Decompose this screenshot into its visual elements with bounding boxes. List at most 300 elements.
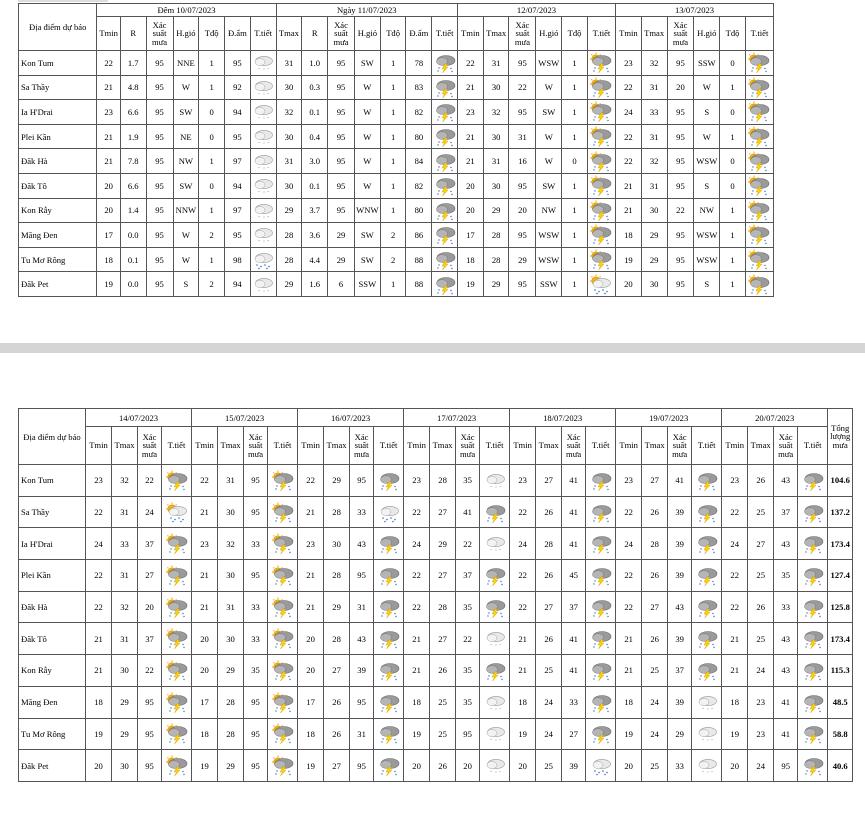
value-cell: 95 — [509, 223, 536, 248]
value-cell: 39 — [562, 750, 586, 782]
weather-cell — [432, 247, 458, 272]
value-cell: 22 — [510, 560, 536, 592]
value-cell: 31 — [218, 465, 244, 497]
value-cell: 95 — [146, 247, 173, 272]
total-rain-value: 48.5 — [828, 686, 853, 718]
value-cell: 95 — [328, 198, 355, 223]
weather-cell — [432, 149, 458, 174]
value-cell: 28 — [324, 560, 350, 592]
column-header-xac-suat-mua: Xác suất mưa — [138, 427, 162, 465]
sun-thunderstorm-icon — [271, 692, 295, 713]
thunderstorm-icon — [589, 470, 613, 491]
column-header-xac-suat-mua: Xác suất mưa — [774, 427, 798, 465]
value-cell: 43 — [774, 655, 798, 687]
thunderstorm-icon — [377, 597, 401, 618]
weather-cell — [798, 686, 828, 718]
thunderstorm-icon — [433, 224, 457, 245]
value-cell: 21 — [404, 655, 430, 687]
value-cell: 19 — [457, 272, 483, 297]
value-cell: S — [694, 100, 720, 125]
value-cell: 30 — [641, 272, 667, 297]
value-cell: 31 — [276, 51, 302, 76]
value-cell: 1 — [380, 173, 406, 198]
column-header-tmax: Tmax — [536, 427, 562, 465]
thunderstorm-icon — [589, 565, 613, 586]
value-cell: 22 — [404, 560, 430, 592]
weather-cell — [586, 560, 616, 592]
table-row-dak-ha — [19, 591, 853, 623]
value-cell: 20 — [457, 173, 483, 198]
value-cell: 29 — [668, 718, 692, 750]
value-cell: SSW — [536, 272, 562, 297]
value-cell: 20 — [404, 750, 430, 782]
value-cell: 22 — [616, 496, 642, 528]
value-cell: 43 — [668, 591, 692, 623]
value-cell: 31 — [483, 149, 509, 174]
weather-cell — [587, 124, 615, 149]
value-cell: 28 — [324, 496, 350, 528]
column-header-xac-suat-mua: Xác suất mưa — [667, 17, 694, 51]
location-header: Địa điểm dự báo — [19, 4, 97, 51]
location-header: Địa điểm dự báo — [19, 409, 86, 465]
value-cell: 22 — [616, 124, 642, 149]
value-cell: 19 — [86, 718, 112, 750]
value-cell: 95 — [146, 223, 173, 248]
thunderstorm-icon — [433, 249, 457, 270]
weather-cell — [745, 223, 773, 248]
value-cell: 20 — [192, 655, 218, 687]
table-row-kon-ray — [19, 655, 853, 687]
column-header-tmax: Tmax — [430, 427, 456, 465]
value-cell: S — [694, 173, 720, 198]
sun-thunderstorm-icon — [271, 533, 295, 554]
column-header-tmax: Tmax — [642, 427, 668, 465]
value-cell: 30 — [112, 750, 138, 782]
weather-cell — [250, 124, 276, 149]
value-cell: 86 — [406, 223, 432, 248]
value-cell: 80 — [406, 198, 432, 223]
sun-thunderstorm-icon — [165, 565, 189, 586]
thunderstorm-icon — [589, 723, 613, 744]
value-cell: 35 — [456, 686, 480, 718]
weather-cell — [250, 75, 276, 100]
value-cell: 30 — [218, 560, 244, 592]
value-cell: 30 — [276, 75, 302, 100]
weather-cell — [432, 272, 458, 297]
value-cell: 31 — [483, 51, 509, 76]
column-header-t-tiet: T.tiết — [250, 17, 276, 51]
weather-cell — [586, 718, 616, 750]
value-cell: 29 — [218, 655, 244, 687]
value-cell: 3.7 — [302, 198, 328, 223]
total-rain-value: 173.4 — [828, 623, 853, 655]
weather-cell — [798, 560, 828, 592]
sun-thunderstorm-icon — [747, 200, 771, 221]
value-cell: 21 — [192, 496, 218, 528]
value-cell: 0.0 — [120, 272, 146, 297]
sun-rain-icon — [589, 274, 613, 295]
value-cell: 30 — [276, 173, 302, 198]
value-cell: 2 — [380, 223, 406, 248]
value-cell: 26 — [430, 655, 456, 687]
value-cell: SW — [536, 173, 562, 198]
weather-cell — [162, 591, 192, 623]
thunderstorm-icon — [801, 755, 825, 776]
column-header-h-gio: H.gió — [354, 17, 380, 51]
value-cell: 1.7 — [120, 51, 146, 76]
value-cell: 20 — [457, 198, 483, 223]
cloudy-icon — [251, 200, 275, 221]
thunderstorm-icon — [695, 660, 719, 681]
value-cell: 95 — [667, 124, 694, 149]
value-cell: WSW — [694, 223, 720, 248]
location-name: Kon Rẫy — [19, 655, 86, 687]
value-cell: 95 — [146, 100, 173, 125]
sun-thunderstorm-icon — [271, 660, 295, 681]
value-cell: WSW — [694, 247, 720, 272]
value-cell: W — [354, 124, 380, 149]
sun-thunderstorm-icon — [747, 249, 771, 270]
value-cell: 20 — [510, 750, 536, 782]
value-cell: 95 — [225, 223, 251, 248]
weather-cell — [587, 223, 615, 248]
value-cell: 35 — [774, 560, 798, 592]
value-cell: 32 — [112, 465, 138, 497]
table-row-plei-kan — [19, 560, 853, 592]
value-cell: 95 — [667, 272, 694, 297]
date-header: 17/07/2023 — [404, 409, 510, 427]
location-name: Plei Kần — [19, 560, 86, 592]
column-header-t-tiet: T.tiết — [798, 427, 828, 465]
value-cell: 21 — [457, 124, 483, 149]
value-cell: 95 — [225, 124, 251, 149]
weather-cell — [374, 496, 404, 528]
location-name: Măng Đen — [19, 686, 86, 718]
value-cell: 1 — [562, 173, 588, 198]
thunderstorm-icon — [801, 723, 825, 744]
value-cell: 27 — [536, 465, 562, 497]
weather-cell — [798, 718, 828, 750]
date-header: 18/07/2023 — [510, 409, 616, 427]
weather-cell — [586, 655, 616, 687]
thunderstorm-icon — [589, 502, 613, 523]
value-cell: 6.6 — [120, 100, 146, 125]
weather-cell — [798, 750, 828, 782]
value-cell: 20 — [192, 623, 218, 655]
thunderstorm-icon — [377, 628, 401, 649]
value-cell: 32 — [641, 149, 667, 174]
sun-thunderstorm-icon — [747, 101, 771, 122]
rain-icon — [377, 502, 401, 523]
location-name: Tu Mơ Rông — [19, 247, 97, 272]
value-cell: 20 — [509, 198, 536, 223]
value-cell: 24 — [510, 528, 536, 560]
value-cell: 21 — [97, 149, 120, 174]
value-cell: 84 — [406, 149, 432, 174]
value-cell: 95 — [667, 100, 694, 125]
thunderstorm-icon — [801, 628, 825, 649]
value-cell: 95 — [667, 173, 694, 198]
value-cell: SW — [354, 223, 380, 248]
value-cell: 32 — [483, 100, 509, 125]
value-cell: 1 — [562, 75, 588, 100]
weather-cell — [374, 718, 404, 750]
value-cell: 95 — [328, 51, 355, 76]
sun-thunderstorm-icon — [165, 470, 189, 491]
location-name: Đăk Pet — [19, 272, 97, 297]
column-header-h-gio: H.gió — [536, 17, 562, 51]
value-cell: 1 — [562, 223, 588, 248]
thunderstorm-icon — [695, 533, 719, 554]
value-cell: 88 — [406, 247, 432, 272]
weather-cell — [162, 496, 192, 528]
value-cell: 27 — [536, 591, 562, 623]
value-cell: 33 — [244, 528, 268, 560]
value-cell: 37 — [138, 623, 162, 655]
thunderstorm-icon — [483, 597, 507, 618]
sun-thunderstorm-icon — [271, 565, 295, 586]
value-cell: 95 — [350, 465, 374, 497]
value-cell: 29 — [218, 750, 244, 782]
column-header-tdo: Tđộ — [199, 17, 225, 51]
value-cell: 27 — [748, 528, 774, 560]
value-cell: 21 — [616, 173, 642, 198]
weather-cell — [587, 149, 615, 174]
thunderstorm-icon — [695, 565, 719, 586]
value-cell: 35 — [244, 655, 268, 687]
weather-cell — [432, 124, 458, 149]
cloudy-icon — [483, 628, 507, 649]
value-cell: SW — [173, 100, 199, 125]
value-cell: S — [694, 272, 720, 297]
table-row-mang-den — [19, 686, 853, 718]
weather-cell — [798, 496, 828, 528]
value-cell: 29 — [112, 686, 138, 718]
rain-icon — [589, 755, 613, 776]
value-cell: 41 — [562, 623, 586, 655]
sun-thunderstorm-icon — [589, 101, 613, 122]
cloudy-icon — [695, 755, 719, 776]
column-header-tmin: Tmin — [97, 17, 120, 51]
sun-thunderstorm-icon — [165, 723, 189, 744]
table-row-dak-pet — [19, 750, 853, 782]
table-row-mang-den — [19, 223, 774, 248]
value-cell: NW — [536, 198, 562, 223]
value-cell: 0 — [720, 51, 746, 76]
value-cell: 37 — [456, 560, 480, 592]
value-cell: 39 — [668, 496, 692, 528]
value-cell: 22 — [456, 623, 480, 655]
table-row-dak-to — [19, 623, 853, 655]
value-cell: 95 — [244, 718, 268, 750]
thunderstorm-icon — [695, 470, 719, 491]
value-cell: 95 — [244, 465, 268, 497]
value-cell: 4.4 — [302, 247, 328, 272]
thunderstorm-icon — [483, 502, 507, 523]
column-header-t-tiet: T.tiết — [268, 427, 298, 465]
value-cell: 23 — [192, 528, 218, 560]
value-cell: S — [173, 272, 199, 297]
value-cell: 24 — [138, 496, 162, 528]
value-cell: 20 — [667, 75, 694, 100]
value-cell: W — [694, 75, 720, 100]
weather-cell — [432, 173, 458, 198]
value-cell: 21 — [97, 75, 120, 100]
value-cell: W — [694, 124, 720, 149]
cloudy-icon — [251, 101, 275, 122]
value-cell: 22 — [404, 496, 430, 528]
value-cell: 97 — [225, 149, 251, 174]
weather-cell — [162, 750, 192, 782]
weather-cell — [586, 465, 616, 497]
cloudy-icon — [251, 224, 275, 245]
value-cell: 3.0 — [302, 149, 328, 174]
value-cell: SW — [354, 247, 380, 272]
value-cell: 1 — [562, 198, 588, 223]
value-cell: 17 — [192, 686, 218, 718]
value-cell: 43 — [774, 623, 798, 655]
value-cell: 20 — [298, 623, 324, 655]
value-cell: 1.4 — [120, 198, 146, 223]
column-header-tmin: Tmin — [457, 17, 483, 51]
total-rain-value: 127.4 — [828, 560, 853, 592]
sun-thunderstorm-icon — [165, 660, 189, 681]
thunderstorm-icon — [377, 723, 401, 744]
weather-cell — [745, 124, 773, 149]
value-cell: 0 — [199, 100, 225, 125]
sun-thunderstorm-icon — [165, 755, 189, 776]
value-cell: 7.8 — [120, 149, 146, 174]
weather-cell — [587, 272, 615, 297]
value-cell: 20 — [456, 750, 480, 782]
weather-cell — [798, 465, 828, 497]
value-cell: 19 — [616, 718, 642, 750]
column-header-t-tiet: T.tiết — [692, 427, 722, 465]
value-cell: 1 — [720, 223, 746, 248]
value-cell: W — [354, 173, 380, 198]
weather-cell — [745, 149, 773, 174]
value-cell: NNE — [173, 51, 199, 76]
value-cell: 27 — [430, 560, 456, 592]
column-header-r: R — [120, 17, 146, 51]
location-name: Kon Tum — [19, 51, 97, 76]
value-cell: 22 — [616, 149, 642, 174]
table-row-sa-thay — [19, 75, 774, 100]
weather-cell — [480, 655, 510, 687]
weather-cell — [745, 100, 773, 125]
column-header-tmin: Tmin — [86, 427, 112, 465]
thunderstorm-icon — [801, 692, 825, 713]
value-cell: 1 — [562, 124, 588, 149]
value-cell: 33 — [350, 496, 374, 528]
value-cell: 19 — [510, 718, 536, 750]
column-header-h-gio: H.gió — [173, 17, 199, 51]
value-cell: 19 — [192, 750, 218, 782]
value-cell: 21 — [457, 149, 483, 174]
weather-cell — [745, 51, 773, 76]
value-cell: 4.8 — [120, 75, 146, 100]
value-cell: 95 — [509, 100, 536, 125]
thunderstorm-icon — [589, 597, 613, 618]
value-cell: 95 — [328, 100, 355, 125]
value-cell: 33 — [641, 100, 667, 125]
value-cell: 22 — [722, 591, 748, 623]
thunderstorm-icon — [589, 533, 613, 554]
weather-cell — [268, 591, 298, 623]
value-cell: 20 — [616, 272, 642, 297]
value-cell: 28 — [276, 247, 302, 272]
value-cell: 41 — [562, 465, 586, 497]
value-cell: 95 — [244, 750, 268, 782]
weather-cell — [432, 75, 458, 100]
table-row-sa-thay — [19, 496, 853, 528]
location-name: Tu Mơ Rông — [19, 718, 86, 750]
value-cell: 23 — [457, 100, 483, 125]
value-cell: WSW — [536, 223, 562, 248]
value-cell: 88 — [406, 272, 432, 297]
thunderstorm-icon — [695, 628, 719, 649]
weather-cell — [745, 173, 773, 198]
weather-cell — [480, 496, 510, 528]
value-cell: 18 — [298, 718, 324, 750]
total-rain-header: Tổng lượng mưa — [828, 409, 853, 465]
value-cell: 21 — [192, 591, 218, 623]
value-cell: 18 — [86, 686, 112, 718]
value-cell: 43 — [350, 623, 374, 655]
value-cell: 22 — [510, 496, 536, 528]
value-cell: 23 — [404, 465, 430, 497]
sun-thunderstorm-icon — [747, 77, 771, 98]
value-cell: 80 — [406, 124, 432, 149]
cloudy-icon — [695, 692, 719, 713]
value-cell: 26 — [324, 718, 350, 750]
rain-icon — [251, 249, 275, 270]
thunderstorm-icon — [801, 565, 825, 586]
value-cell: 95 — [667, 247, 694, 272]
weather-cell — [692, 465, 722, 497]
value-cell: 41 — [456, 496, 480, 528]
value-cell: 18 — [404, 686, 430, 718]
value-cell: 95 — [138, 718, 162, 750]
value-cell: 25 — [748, 496, 774, 528]
value-cell: 95 — [350, 686, 374, 718]
thunderstorm-icon — [483, 660, 507, 681]
value-cell: 21 — [86, 623, 112, 655]
value-cell: 1 — [380, 75, 406, 100]
weather-cell — [162, 686, 192, 718]
weather-cell — [798, 528, 828, 560]
forecast-table-short-term — [18, 3, 774, 297]
thunderstorm-icon — [801, 533, 825, 554]
column-header-t-tiet: T.tiết — [586, 427, 616, 465]
value-cell: 31 — [112, 560, 138, 592]
value-cell: 27 — [324, 750, 350, 782]
weather-cell — [587, 173, 615, 198]
table-row-ia-h-drai — [19, 528, 853, 560]
value-cell: 20 — [138, 591, 162, 623]
value-cell: W — [354, 75, 380, 100]
value-cell: 31 — [350, 718, 374, 750]
location-name: Sa Thầy — [19, 496, 86, 528]
value-cell: W — [173, 223, 199, 248]
value-cell: 1 — [199, 247, 225, 272]
weather-cell — [162, 528, 192, 560]
value-cell: 37 — [668, 655, 692, 687]
location-name: Đăk Pet — [19, 750, 86, 782]
value-cell: 29 — [328, 223, 355, 248]
value-cell: 23 — [298, 528, 324, 560]
location-name: Đăk Tô — [19, 623, 86, 655]
